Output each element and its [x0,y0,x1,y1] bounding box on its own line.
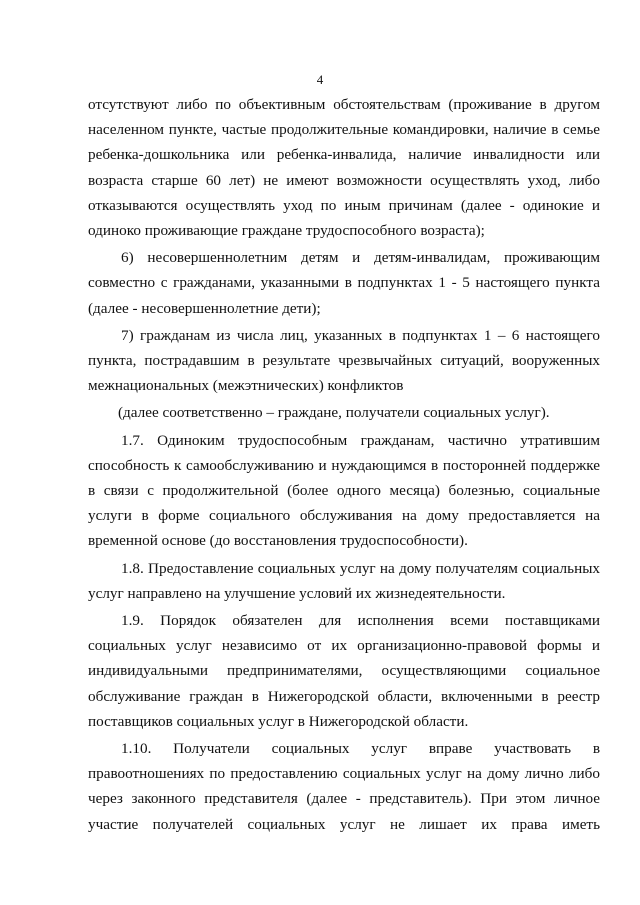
paragraph-1-7: 1.7. Одиноким трудоспособным гражданам, частично утратившим способность к самообслуживанию и нуждающимся в посторонней поддержке в связи с продолжительной (более одного месяца) болезнью, социальные услуги в форме социального обслуживания на дому предоставляется на временной основе (до восстановления трудоспособности). [88,431,600,550]
paragraph-1-10: 1.10. Получатели социальных услуг вправе участвовать в правоотношениях по предоставлению социальных услуг на дому лично либо через законного представителя (далее - представитель). При этом личное участие получателей социальных услуг не лишает их права иметь [88,740,600,833]
paragraph-1-9: 1.9. Порядок обязателен для исполнения всеми поставщиками социальных услуг независимо от их организационно-правовой формы и индивидуальными предпринимателями, осуществляющими социальное обслуживание граждан в Нижегородской области, включенными в реестр поставщиков социальных услуг в Нижегородской области. [88,612,600,730]
page-number: 4 [316,72,324,87]
paragraph-1-8: 1.8. Предоставление социальных услуг на дому получателям социальных услуг направлено на улучшение условий их жизнедеятельности. [88,559,600,602]
paragraph-item-7: 7) гражданам из числа лиц, указанных в подпунктах 1 – 6 настоящего пункта, пострадавшим в результате чрезвычайных ситуаций, вооруженных межнациональных (межэтнических) конфликтов [88,326,600,395]
paragraph-continuation: отсутствуют либо по объективным обстоятельствам (проживание в другом населенном пункте, частые продолжительные командировки, наличие в семье ребенка-дошкольника или ребенка-инвалида, наличие инвалидности или возраста старше 60 лет) не имеют возможности осуществлять уход, либо отказываются осуществлять уход по иным причинам (далее - одинокие и одиноко проживающие граждане трудоспособного возраста); [88,96,600,240]
paragraph-item-6: 6) несовершеннолетним детям и детям-инвалидам, проживающим совместно с гражданами, указанными в подпунктах 1 - 5 настоящего пункта (далее - несовершеннолетние дети); [88,249,600,317]
document-body [88,92,600,837]
paragraph-recipients-definition: (далее соответственно – граждане, получатели социальных услуг). [118,404,550,422]
